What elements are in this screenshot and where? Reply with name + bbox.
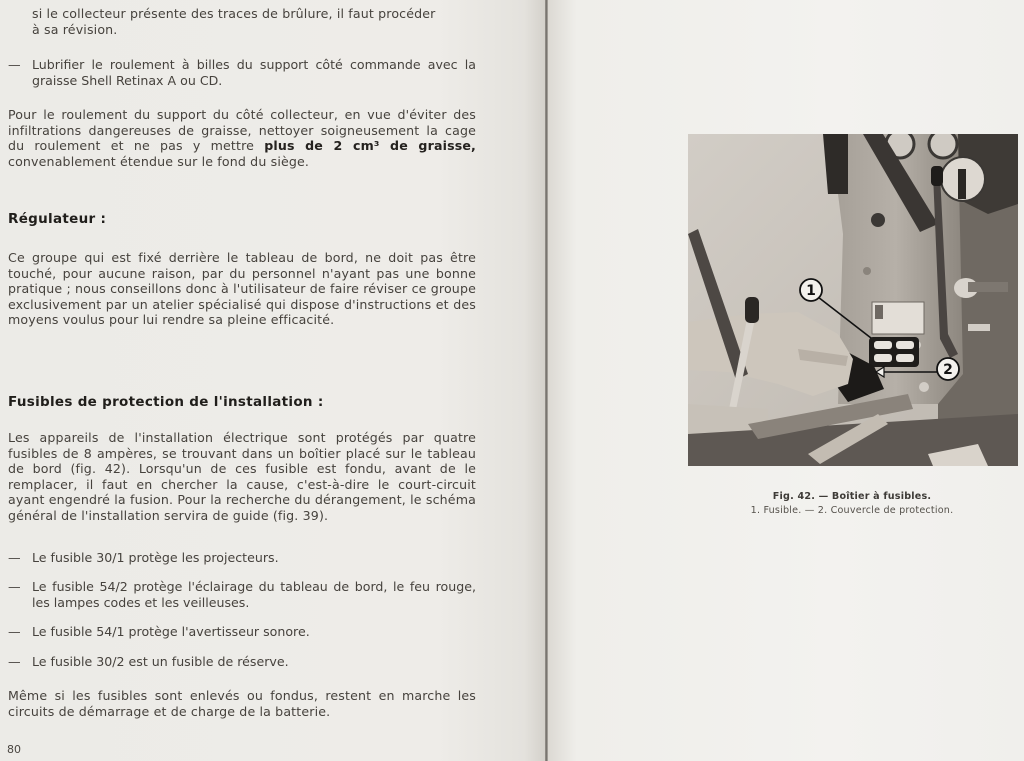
bearing-text-after: convenablement étendue sur le fond du siège.: [8, 153, 310, 169]
fuse: [874, 341, 892, 349]
regulator-paragraph: Ce groupe qui est fixé derrière le tableau de bord, ne doit pas être touché, pour aucune raison, par du personnel n'ayant pas une bonne pratique ; nous conseillons donc à l'utilisateur de faire réviser ce groupe exclusivement par un atelier spécialisé qui dispose d'instructions et des moyens voulus pour lui rendre sa pleine efficacité.: [8, 250, 476, 328]
bolt: [919, 382, 929, 392]
dash-marker: —: [8, 654, 21, 669]
intro-line-2: à sa révision.: [32, 21, 118, 37]
bolt: [863, 267, 871, 275]
ignition-key: [958, 169, 966, 199]
throttle-knob: [931, 166, 943, 186]
fuse-item-text: Le fusible 54/1 protège l'avertisseur sonore.: [32, 624, 310, 639]
bearing-text-before: Pour le roulement du support du côté collecteur, en vue d'éviter des infiltrations dangereuses de graisse, nettoyer soigneusement la cage du roulement et ne pas y mettre: [8, 107, 476, 154]
intro-line-1: si le collecteur présente des traces de brûlure, il faut procéder: [32, 6, 436, 21]
figure-caption-legend: 1. Fusible. — 2. Couvercle de protection.: [750, 505, 954, 516]
callout-2-label: 2: [943, 362, 953, 378]
fuse: [896, 354, 914, 362]
label-marking: [875, 305, 883, 319]
figure-fuse-box-photo: [688, 134, 1018, 466]
clip: [968, 324, 990, 331]
fuse-item-text: Le fusible 30/1 protège les projecteurs.: [32, 550, 279, 565]
fuses-paragraph: Les appareils de l'installation électrique sont protégés par quatre fusibles de 8 ampères, se trouvant dans un boîtier placé sur le tableau de bord (fig. 42). Lorsqu'un de ces fusible est fondu, avant de le remplacer, il faut en chercher la cause, c'est-à-dire le court-circuit ayant engendré la fusion. Pour la recherche du dérangement, le schéma général de l'installation servira de guide (fig. 39).: [8, 430, 476, 523]
fuse-item-text: Le fusible 54/2 protège l'éclairage du tableau de bord, le feu rouge, les lampes codes et les veilleuses.: [32, 579, 476, 610]
closing-paragraph: Même si les fusibles sont enlevés ou fondus, restent en marche les circuits de démarrage et de charge de la batterie.: [8, 688, 476, 719]
gauge-right: [929, 134, 957, 158]
fuse-box-illustration: [688, 134, 1018, 466]
hand-throttle-knob: [745, 297, 759, 323]
bearing-text-bold: plus de 2 cm³ de graisse,: [264, 138, 476, 154]
bearing-paragraph: [8, 107, 476, 169]
fuse: [896, 341, 914, 349]
dash-marker: —: [8, 579, 21, 594]
handle-bar: [968, 282, 1008, 292]
dash-marker: —: [8, 550, 21, 565]
dash-marker: —: [8, 57, 21, 72]
page-number: 80: [7, 743, 21, 756]
fuse: [874, 354, 892, 362]
heading-fusibles: Fusibles de protection de l'installation :: [8, 394, 324, 410]
fuse-item-text: Le fusible 30/2 est un fusible de réserve.: [32, 654, 289, 669]
figure-caption-title: Fig. 42. — Boîtier à fusibles.: [772, 491, 932, 502]
intro-continuation: [32, 6, 476, 37]
indicator-light: [871, 213, 885, 227]
heading-regulateur: Régulateur :: [8, 211, 107, 227]
dash-marker: —: [8, 624, 21, 639]
callout-1-label: 1: [806, 283, 816, 299]
lubrication-text: Lubrifier le roulement à billes du support côté commande avec la graisse Shell Retinax A ou CD.: [32, 57, 476, 88]
